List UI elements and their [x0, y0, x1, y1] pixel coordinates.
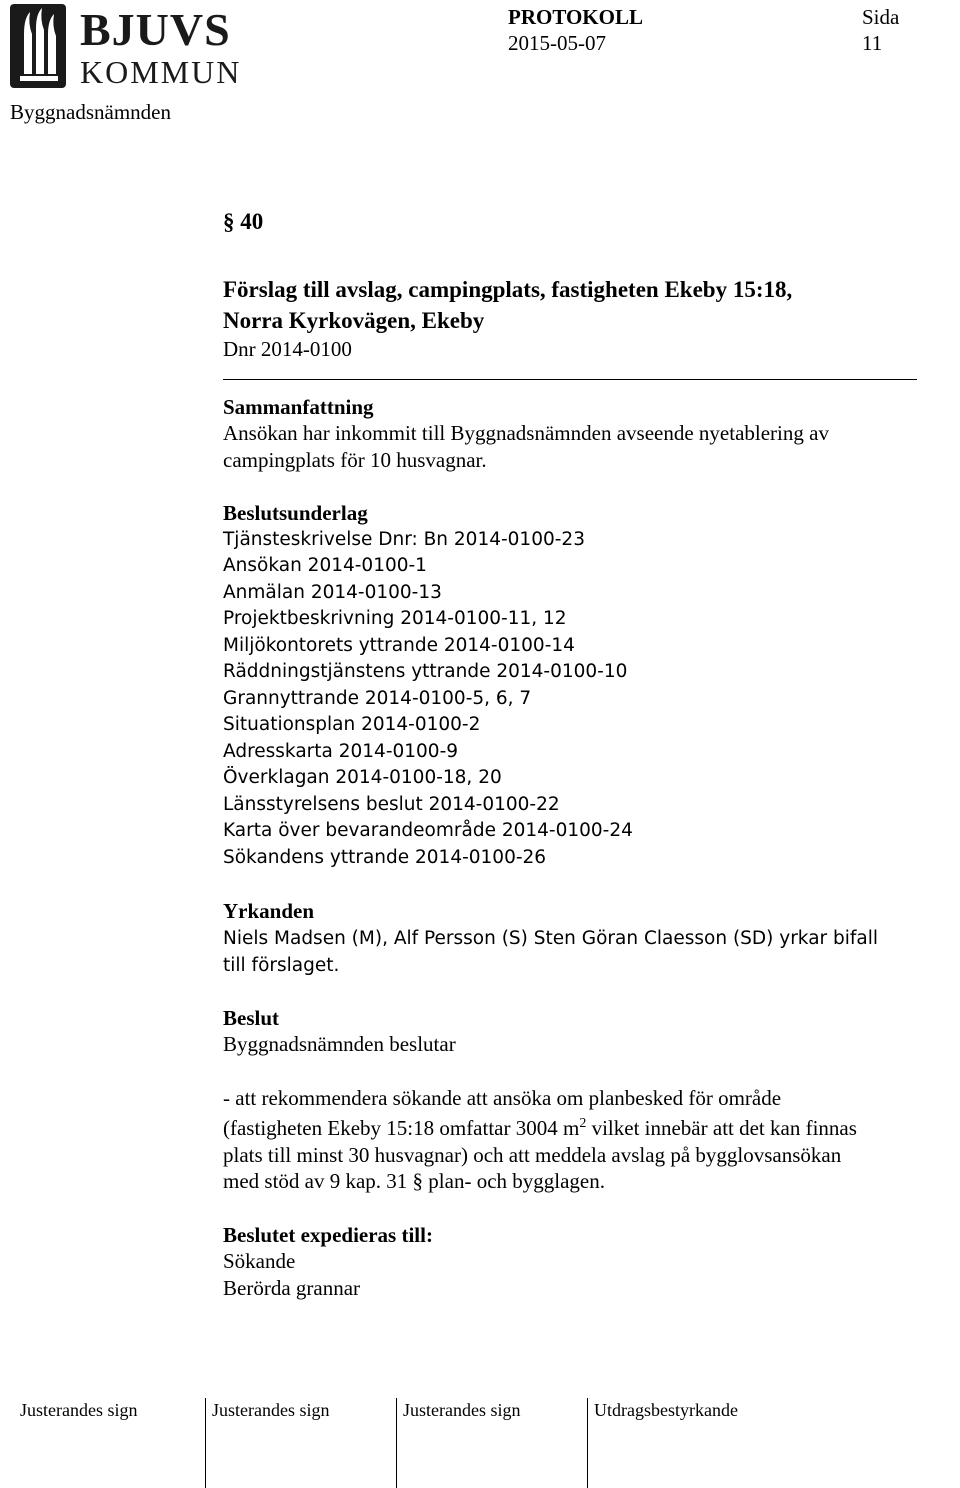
- basis-item: Anmälan 2014-0100-13: [223, 581, 442, 603]
- decision-line2: (fastigheten Ekeby 15:18 omfattar 3004 $m^2$ vilket innebär att det kan finnas: [223, 1116, 857, 1140]
- basis-item: Räddningstjänstens yttrande 2014-0100-10: [223, 661, 628, 682]
- page-label: Sida: [862, 5, 900, 29]
- distribution-heading: Beslutet expedieras till:: [223, 1222, 433, 1247]
- basis-heading: Beslutsunderlag: [223, 501, 368, 525]
- section-number-value: 40: [240, 209, 264, 234]
- logo-wordmark: BJUVS: [80, 4, 231, 55]
- basis-item: Länsstyrelsens beslut 2014-0100-22: [223, 793, 560, 815]
- meeting-date: 2015-05-07: [508, 31, 606, 55]
- bjuv-crest-icon: [10, 4, 70, 88]
- summary-line1: Ansökan har inkommit till Byggnadsnämnden avseende nyetablering av: [223, 421, 829, 445]
- decision-block: [223, 1005, 943, 1195]
- basis-item: Projektbeskrivning 2014-0100-11, 12: [223, 608, 567, 629]
- basis-item: Ansökan 2014-0100-1: [223, 555, 427, 576]
- decision-line3: plats till minst 30 husvagnar) och att meddela avslag på bygglovsansökan: [223, 1142, 842, 1167]
- section-title-line2: Norra Kyrkovägen, Ekeby: [223, 308, 485, 333]
- signature-divider: [205, 1398, 206, 1488]
- section-symbol: §: [223, 209, 235, 234]
- claims-heading: Yrkanden: [223, 899, 315, 923]
- document-type: PROTOKOLL: [508, 5, 643, 29]
- municipality-logo: [10, 4, 250, 88]
- signature-field-2: Justerandes sign: [212, 1400, 330, 1420]
- decision-heading: Beslut: [223, 1005, 280, 1030]
- section-title-line1: Förslag till avslag, campingplats, fastigheten Ekeby 15:18,: [223, 277, 793, 302]
- basis-item: Överklagan 2014-0100-18, 20: [223, 767, 502, 788]
- basis-item: Sökandens yttrande 2014-0100-26: [223, 846, 547, 868]
- signature-field-1: Justerandes sign: [20, 1400, 138, 1420]
- claims-line1: Niels Madsen (M), Alf Persson (S) Sten Göran Claesson (SD) yrkar bifall: [223, 927, 879, 949]
- basis-item: Adresskarta 2014-0100-9: [223, 740, 459, 762]
- decision-line4: med stöd av 9 kap. 31 § plan- och bygglagen.: [223, 1169, 605, 1193]
- case-number: Dnr 2014-0100: [223, 337, 352, 361]
- logo-subtitle: KOMMUN: [80, 54, 242, 90]
- page-number: 11: [862, 31, 883, 55]
- decision-intro: Byggnadsnämnden beslutar: [223, 1032, 456, 1056]
- recipient: Berörda grannar: [223, 1275, 361, 1300]
- claims-line2: till förslaget.: [223, 954, 340, 976]
- recipient: Sökande: [223, 1249, 296, 1273]
- summary-line2: campingplats för 10 husvagnar.: [223, 447, 487, 472]
- decision-line1: - att rekommendera sökande att ansöka om planbesked för område: [223, 1085, 782, 1110]
- section-number: [223, 206, 943, 238]
- claims-block: [223, 898, 943, 979]
- basis-item: Situationsplan 2014-0100-2: [223, 714, 481, 735]
- basis-item: Miljökontorets yttrande 2014-0100-14: [223, 634, 575, 656]
- section-title: [223, 274, 943, 336]
- title-divider: [223, 379, 917, 380]
- protocol-section: [223, 206, 943, 1301]
- decision-basis-block: [223, 500, 943, 871]
- basis-item: Grannyttrande 2014-0100-5, 6, 7: [223, 687, 532, 709]
- signature-field-3: Justerandes sign: [403, 1400, 521, 1420]
- signature-divider: [587, 1398, 588, 1488]
- department-name: Byggnadsnämnden: [10, 100, 171, 124]
- summary-block: [223, 394, 943, 474]
- summary-heading: Sammanfattning: [223, 394, 374, 419]
- signature-divider: [396, 1398, 397, 1488]
- basis-item: Karta över bevarandeområde 2014-0100-24: [223, 820, 633, 841]
- certification-field: Utdragsbestyrkande: [594, 1400, 738, 1420]
- basis-item: Tjänsteskrivelse Dnr: Bn 2014-0100-23: [223, 528, 585, 550]
- distribution-block: [223, 1222, 943, 1302]
